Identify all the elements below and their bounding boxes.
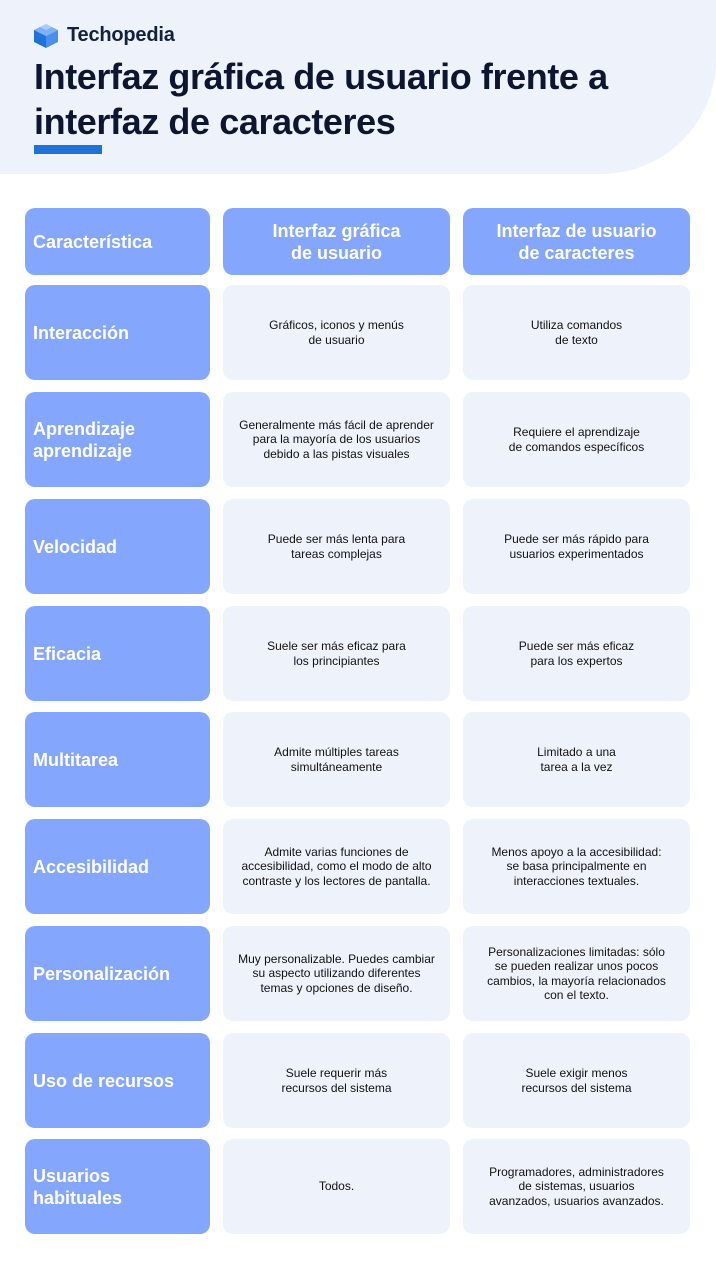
cli-value: Limitado a una tarea a la vez [537,745,616,774]
gui-value-cell [223,1033,450,1128]
cli-value-cell [463,1033,690,1128]
cli-value-cell [463,819,690,914]
techopedia-cube-logo-icon [34,22,58,48]
feature-label: Multitarea [33,749,119,770]
gui-value-cell [223,285,450,380]
column-header-gui [223,208,450,275]
row-label-interaccion [25,285,210,380]
gui-value: Admite múltiples tareas simultáneamente [274,745,399,774]
gui-value-cell [223,499,450,594]
feature-label: Uso de recursos [33,1070,175,1091]
row-label-usuarios-habituales [25,1139,210,1234]
feature-label: Eficacia [33,643,102,664]
feature-label: Interacción [33,322,130,343]
cli-value: Utiliza comandos de texto [530,318,623,347]
row-label-aprendizaje [25,392,210,487]
page-title: Interfaz gráfica de usuario frente a interfaz de caracteres [34,56,608,142]
gui-value: Muy personalizable. Puedes cambiar su aspecto utilizando diferentes temas y opciones de diseño. [238,951,435,995]
cli-value: Suele exigir menos recursos del sistema [521,1066,632,1095]
gui-value-cell [223,392,450,487]
column-header-label: Interfaz gráfica de usuario [272,220,401,263]
gui-value-cell [223,926,450,1021]
feature-label: Aprendizaje aprendizaje [33,418,136,461]
column-header-label: Interfaz de usuario de caracteres [496,220,657,263]
column-header-label: Característica [33,231,153,252]
gui-value: Puede ser más lenta para tareas complejas [267,532,406,561]
row-label-velocidad [25,499,210,594]
cli-value-cell [463,926,690,1021]
row-label-accesibilidad [25,819,210,914]
row-label-personalizacion [25,926,210,1021]
cli-value-cell [463,712,690,807]
cli-value: Puede ser más rápido para usuarios experimentados [504,532,649,561]
gui-value: Todos. [318,1179,355,1194]
gui-value: Suele requerir más recursos del sistema [281,1066,392,1095]
feature-label: Usuarios habituales [33,1165,123,1208]
gui-value: Generalmente más fácil de aprender para la mayoría de los usuarios debido a las pistas visuales [239,417,434,461]
cli-value-cell [463,499,690,594]
brand-logo[interactable] [34,20,175,50]
row-label-uso-de-recursos [25,1033,210,1128]
cli-value-cell [463,392,690,487]
gui-value-cell [223,1139,450,1234]
cli-value: Programadores, administradores de sistemas, usuarios avanzados, usuarios avanzados. [489,1164,664,1208]
gui-value: Admite varias funciones de accesibilidad, como el modo de alto contraste y los lectores de pantalla. [241,844,432,888]
row-label-multitarea [25,712,210,807]
gui-value-cell [223,819,450,914]
gui-value: Suele ser más eficaz para los principiantes [267,639,406,668]
feature-label: Accesibilidad [33,856,150,877]
column-header-feature [25,208,210,275]
row-label-eficacia [25,606,210,701]
cli-value-cell [463,285,690,380]
feature-label: Velocidad [33,536,118,557]
cli-value: Menos apoyo a la accesibilidad: se basa principalmente en interacciones textuales. [491,844,662,888]
cli-value: Requiere el aprendizaje de comandos específicos [508,425,645,454]
cli-value: Personalizaciones limitadas: sólo se pueden realizar unos pocos cambios, la mayoría relacionados con el texto. [487,944,666,1002]
cli-value: Puede ser más eficaz para los expertos [518,639,635,668]
column-header-cli [463,208,690,275]
brand-name: Techopedia [67,23,175,46]
cli-value-cell [463,606,690,701]
cli-value-cell [463,1139,690,1234]
header-band [0,0,716,174]
title-underline [34,145,102,154]
gui-value-cell [223,606,450,701]
gui-value-cell [223,712,450,807]
gui-value: Gráficos, iconos y menús de usuario [269,318,404,347]
feature-label: Personalización [33,963,171,984]
